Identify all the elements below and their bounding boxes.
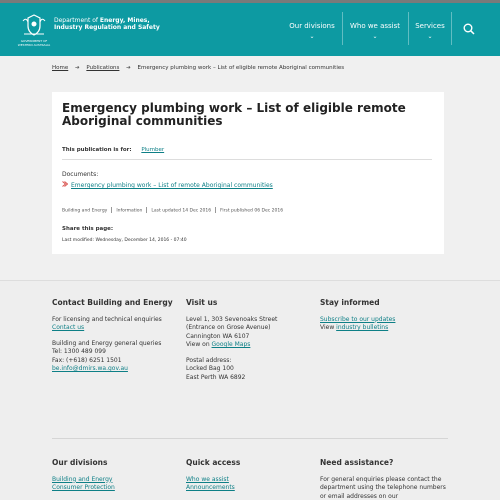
breadcrumb-home[interactable]: Home (52, 65, 69, 71)
government-wordmark: GOVERNMENT OF WESTERN AUSTRALIA (17, 39, 51, 47)
search-button[interactable] (452, 3, 488, 56)
search-icon (463, 23, 475, 35)
arrow-right-icon: ➔ (126, 65, 131, 71)
footer-quick-access: Quick access Who we assist Announcements (186, 458, 241, 491)
nav-divider (408, 12, 409, 45)
page-title: Emergency plumbing work – List of eligible remote Aboriginal communities (62, 101, 406, 128)
chevron-down-icon: ⌄ (309, 33, 315, 40)
footer-link-announcements[interactable]: Announcements (186, 484, 235, 491)
meta-published: First published 06 Dec 2016 (220, 208, 284, 214)
meta-division: Building and Energy (62, 208, 108, 214)
nav-who-we-assist[interactable]: Who we assist ⌄ (344, 3, 406, 56)
footer-informed: Stay informed Subscribe to our updates View industry bulletins (320, 298, 396, 331)
breadcrumb-current: Emergency plumbing work – List of eligible remote Aboriginal communities (137, 65, 345, 71)
meta-updated: Last updated 14 Dec 2016 (151, 208, 212, 214)
footer-visit: Visit us Level 1, 303 Sevenoaks Street (Entrance on Grose Avenue) Cannington WA 6107 View on Google Maps Postal address: Locked Bag 100 East Perth WA 6892 (186, 298, 278, 381)
arrow-right-icon: ➔ (75, 65, 80, 71)
footer-divider (52, 438, 448, 439)
publication-meta (62, 207, 283, 214)
nav-divider (342, 12, 343, 45)
crest-icon (20, 13, 48, 37)
nav-our-divisions[interactable]: Our divisions ⌄ (284, 3, 340, 56)
document-link[interactable]: Emergency plumbing work – List of remote Aboriginal communities (62, 181, 273, 189)
footer-assistance: Need assistance? For general enquiries please contact the department using the telephone numbers or email addresses on our (320, 458, 446, 500)
google-maps-link[interactable]: Google Maps (211, 341, 251, 348)
breadcrumb (52, 65, 344, 71)
meta-type: Information (116, 208, 143, 214)
footer-link-building-energy[interactable]: Building and Energy (52, 475, 113, 483)
publication-card (52, 92, 444, 254)
site-footer (0, 280, 500, 500)
department-name[interactable]: Department of Energy, Mines, Industry Regulation and Safety (54, 17, 160, 31)
last-modified: Last modified: Wednesday, December 14, 2016 - 07:40 (62, 238, 187, 243)
industry-bulletins-link[interactable]: industry bulletins (336, 324, 389, 331)
footer-link-consumer-protection[interactable]: Consumer Protection (52, 484, 115, 491)
subscribe-link[interactable]: Subscribe to our updates (320, 315, 396, 323)
pdf-arrow-icon (62, 181, 68, 187)
footer-divisions: Our divisions Building and Energy Consumer Protection (52, 458, 115, 491)
breadcrumb-publications[interactable]: Publications (86, 65, 120, 71)
chevron-down-icon: ⌄ (427, 33, 433, 40)
chevron-down-icon: ⌄ (372, 33, 378, 40)
footer-link-who-we-assist[interactable]: Who we assist (186, 475, 229, 483)
footer-contact: Contact Building and Energy For licensing and technical enquiries Contact us Building and Energy general queries Tel: 1300 489 099 Fax: (+618) 6251 1501 be.info@dmirs.wa.gov.au (52, 298, 173, 372)
publication-audience: This publication is for: Plumber (62, 147, 165, 153)
email-link[interactable]: be.info@dmirs.wa.gov.au (52, 365, 128, 372)
divider (62, 159, 432, 160)
share-label: Share this page: (62, 226, 114, 232)
government-logo[interactable] (14, 11, 54, 51)
nav-services[interactable]: Services ⌄ (410, 3, 450, 56)
audience-plumber-link[interactable]: Plumber (141, 147, 165, 153)
contact-us-link[interactable]: Contact us (52, 324, 85, 331)
documents-label: Documents: (62, 171, 99, 178)
